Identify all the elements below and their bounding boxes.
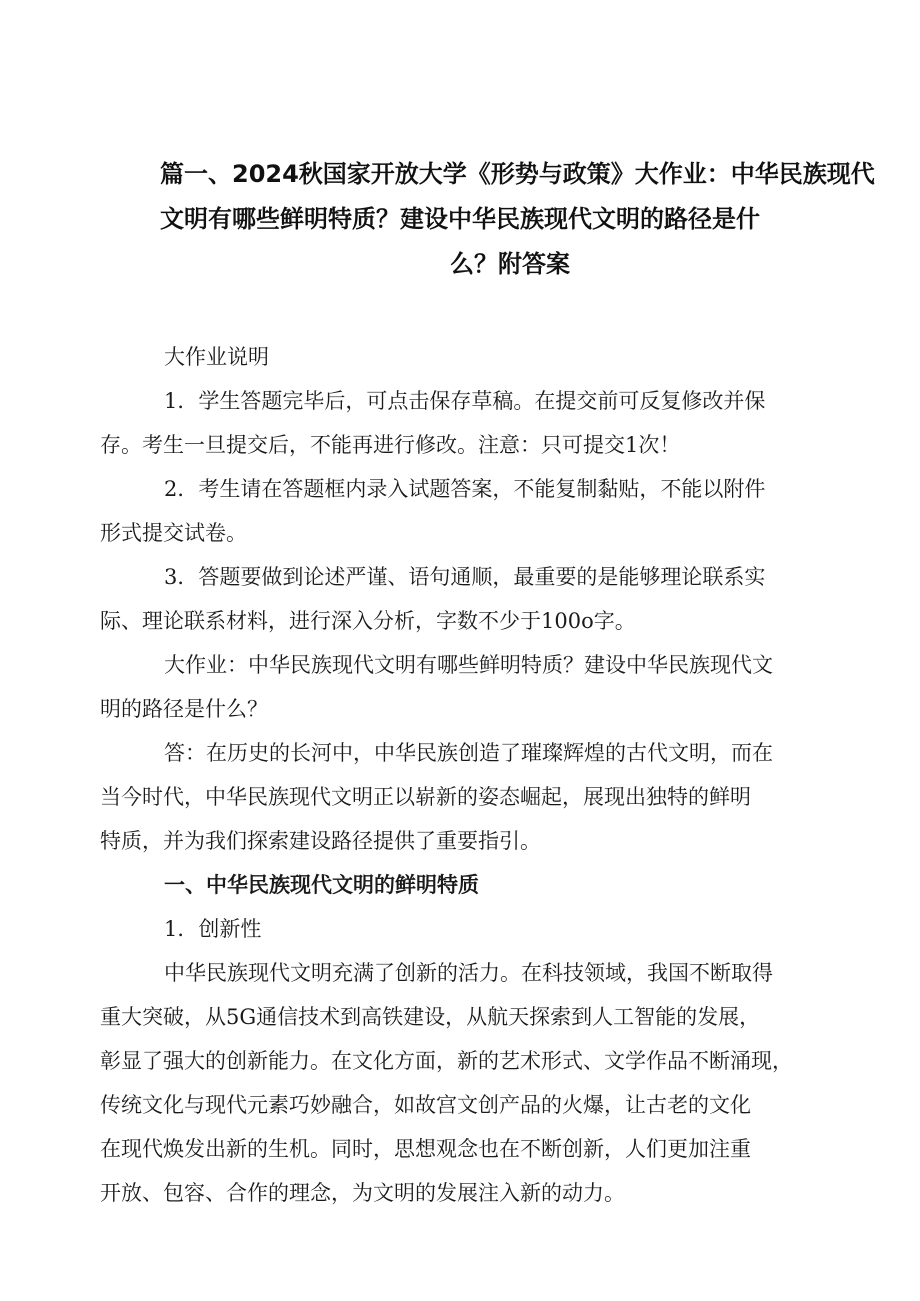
instruction-1-line-1: 1．学生答题完毕后，可点击保存草稿。在提交前可反复修改并保 bbox=[164, 389, 766, 413]
question-line-2: 明的路径是什么？ bbox=[100, 697, 268, 721]
innovation-line-5: 在现代焕发出新的生机。同时，思想观念也在不断创新，人们更加注重 bbox=[100, 1137, 751, 1161]
instruction-2-line-2: 形式提交试卷。 bbox=[100, 521, 247, 545]
instruction-3-line-2: 际、理论联系材料，进行深入分析，字数不少于100o字。 bbox=[100, 609, 636, 633]
innovation-line-4: 传统文化与现代元素巧妙融合，如故宫文创产品的火爆，让古老的文化 bbox=[100, 1093, 751, 1117]
answer-line-3: 特质，并为我们探索建设路径提供了重要指引。 bbox=[100, 829, 541, 853]
answer-line-2: 当今时代，中华民族现代文明正以崭新的姿态崛起，展现出独特的鲜明 bbox=[100, 785, 751, 809]
instructions-heading-text: 大作业说明 bbox=[164, 345, 269, 369]
innovation-line-2: 重大突破，从5G通信技术到高铁建设，从航天探索到人工智能的发展， bbox=[100, 1005, 761, 1029]
instruction-3-line-1: 3．答题要做到论述严谨、语句通顺，最重要的是能够理论联系实 bbox=[164, 565, 766, 589]
innovation-line-3: 彰显了强大的创新能力。在文化方面，新的艺术形式、文学作品不断涌现， bbox=[100, 1049, 793, 1073]
innovation-line-1: 中华民族现代文明充满了创新的活力。在科技领域，我国不断取得 bbox=[164, 961, 773, 985]
answer-line-1: 答：在历史的长河中，中华民族创造了璀璨辉煌的古代文明，而在 bbox=[164, 741, 773, 765]
instruction-1-line-2: 存。考生一旦提交后，不能再进行修改。注意：只可提交1次！ bbox=[100, 433, 681, 457]
instruction-item-2 bbox=[100, 467, 836, 555]
title-line-1: 篇一、2024秋国家开放大学《形势与政策》大作业：中华民族现代 bbox=[160, 160, 875, 188]
document-title bbox=[160, 152, 875, 287]
document-body bbox=[100, 335, 836, 1215]
title-line-3: 么？附答案 bbox=[450, 250, 570, 278]
subsection-heading bbox=[164, 907, 836, 951]
instructions-heading bbox=[164, 335, 836, 379]
section-heading: 一、中华民族现代文明的鲜明特质 bbox=[164, 873, 479, 897]
answer-intro bbox=[100, 731, 836, 863]
innovation-paragraph bbox=[100, 951, 836, 1215]
title-line-2: 文明有哪些鲜明特质？建设中华民族现代文明的路径是什 bbox=[160, 205, 760, 233]
question-line-1: 大作业：中华民族现代文明有哪些鲜明特质？建设中华民族现代文 bbox=[164, 653, 773, 677]
instruction-2-line-1: 2．考生请在答题框内录入试题答案，不能复制黏贴，不能以附件 bbox=[164, 477, 766, 501]
innovation-line-6: 开放、包容、合作的理念，为文明的发展注入新的动力。 bbox=[100, 1181, 625, 1205]
instruction-item-1 bbox=[100, 379, 836, 467]
assignment-question bbox=[100, 643, 836, 731]
instruction-item-3 bbox=[100, 555, 836, 643]
subsection-heading-text: 1．创新性 bbox=[164, 917, 262, 941]
